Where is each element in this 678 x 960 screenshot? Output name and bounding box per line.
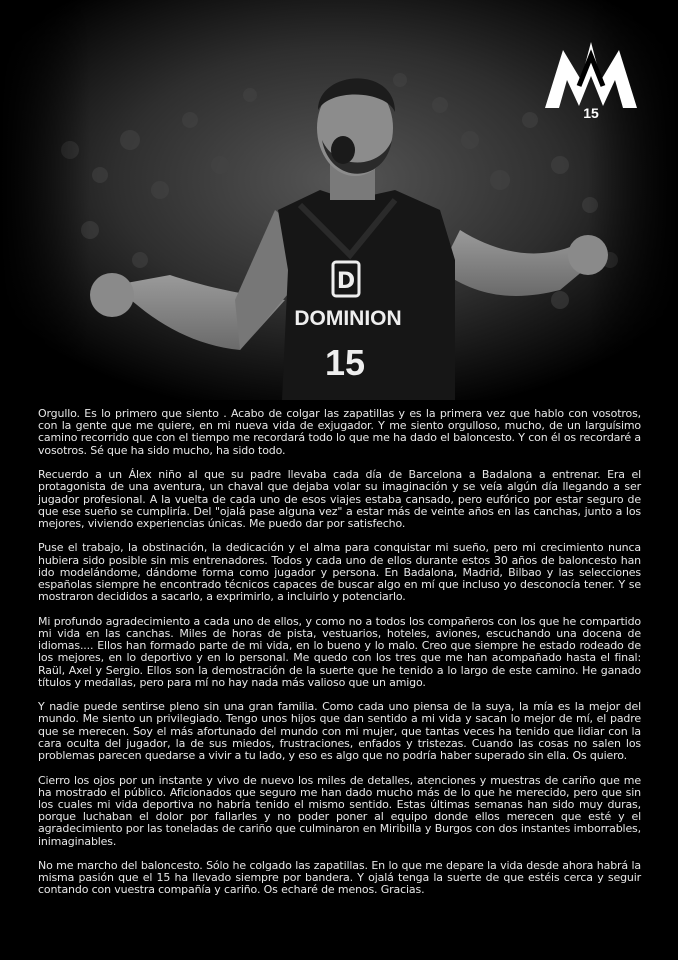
am15-logo xyxy=(541,36,641,120)
letter-paragraph: Orgullo. Es lo primero que siento . Acabo de colgar las zapatillas y es la primera vez que hablo con vosotros, con la gente que me quiere, en mi nueva vida de exjugador. Y me siento orgulloso, mucho, de un larguísimo camino recorrido que con el tiempo me recordará todo lo que me ha dado el baloncesto. Y con él os recordaré a vosotros. Sé que ha sido mucho, ha sido todo. xyxy=(38,407,641,457)
letter-paragraph: Cierro los ojos por un instante y vivo de nuevo los miles de detalles, atenciones y muestras de cariño que me ha mostrado el público. Aficionados que seguro me han dado mucho más de lo que he merecido, pero que sin los cuales mi vida deportiva no habría tenido el mismo sentido. Estas últimas semanas han sido muy duras, porque luchaban el dolor por fallarles y no poder poner al equipo donde ellos merecen que esté y el agradecimiento por las toneladas de cariño que culminaron en Miribilla y Burgos con dos instantes imborrables, inimaginables. xyxy=(38,773,641,848)
letter-paragraph: No me marcho del baloncesto. Sólo he colgado las zapatillas. En lo que me depare la vida desde ahora habrá la misma pasión que el 15 ha llevado siempre por bandera. Y ojalá tenga la suerte de que estéis cerca y seguir contando con vuestra compañía y cariño. Os echaré de menos. Gracias. xyxy=(38,859,641,897)
jersey-number: 15 xyxy=(324,342,366,383)
letter-paragraph: Y nadie puede sentirse pleno sin una gran familia. Como cada uno piensa de la suya, la mía es la mejor del mundo. Me siento un privilegiado. Tengo unos hijos que dan sentido a mi vida y sacan lo mejor de mí, el padre que se merecen. Soy el más afortunado del mundo con mi mujer, que tantas veces ha tenido que lidiar con la cara oculta del jugador, la de sus miedos, frustraciones, enfados y tristezas. Cuando las cosas no salen los problemas parecen quedarse a vivir a tu lado, y eso es algo que no podría haber superado sin ella. Os quiero. xyxy=(38,700,641,763)
logo-number: 15 xyxy=(583,105,599,120)
letter-paragraph: Mi profundo agradecimiento a cada uno de ellos, y como no a todos los compañeros con los que he compartido mi vida en las canchas. Miles de horas de pista, vestuarios, hoteles, aviones, escuchando una docena de idiomas.... Ellos han formado parte de mi vida, en lo bueno y lo malo. Creo que siempre he estado rodeado de los mejores, en lo deportivo y en lo personal. Me quedo con los tres que me han acompañado hasta el final: Raül, Axel y Sergio. Ellos son la demostración de la suerte que he tenido a lo largo de este camino. He ganado títulos y medallas, pero para mí no hay nada más valioso que un amigo. xyxy=(38,614,641,689)
letter-paragraph: Puse el trabajo, la obstinación, la dedicación y el alma para conquistar mi sueño, pero mi crecimiento nunca hubiera sido posible sin mis entrenadores. Todos y cada uno de ellos durante estos 30 años de baloncesto han ido modelándome, dándome forma como jugador y persona. En Badalona, Madrid, Bilbao y las selecciones españolas siempre he encontrado técnicos capaces de buscar algo en mí que incluso yo desconocía tener. Y se mostraron decididos a sacarlo, a exprimirlo, a incluirlo y potenciarlo. xyxy=(38,541,641,604)
jersey-brand: DOMINION xyxy=(294,307,402,330)
farewell-letter xyxy=(38,408,641,909)
left-fist xyxy=(90,273,134,317)
svg-text:D: D xyxy=(336,269,356,294)
right-fist xyxy=(568,235,608,275)
jersey xyxy=(278,190,455,400)
letter-paragraph: Recuerdo a un Álex niño al que su padre llevaba cada día de Barcelona a Badalona a entrenar. Era el protagonista de una aventura, un chaval que dejaba volar su imaginación y se veía algún día llegando a ser jugador profesional. A la vuelta de cada uno de esos viajes estaba cansado, pero eufórico por estar seguro de que ese sueño se cumpliría. Del "ojalá pase alguna vez" a estar más de veinte años en las canchas, junto a los mejores, viviendo experiencias únicas. Me puedo dar por satisfecho. xyxy=(38,468,641,530)
